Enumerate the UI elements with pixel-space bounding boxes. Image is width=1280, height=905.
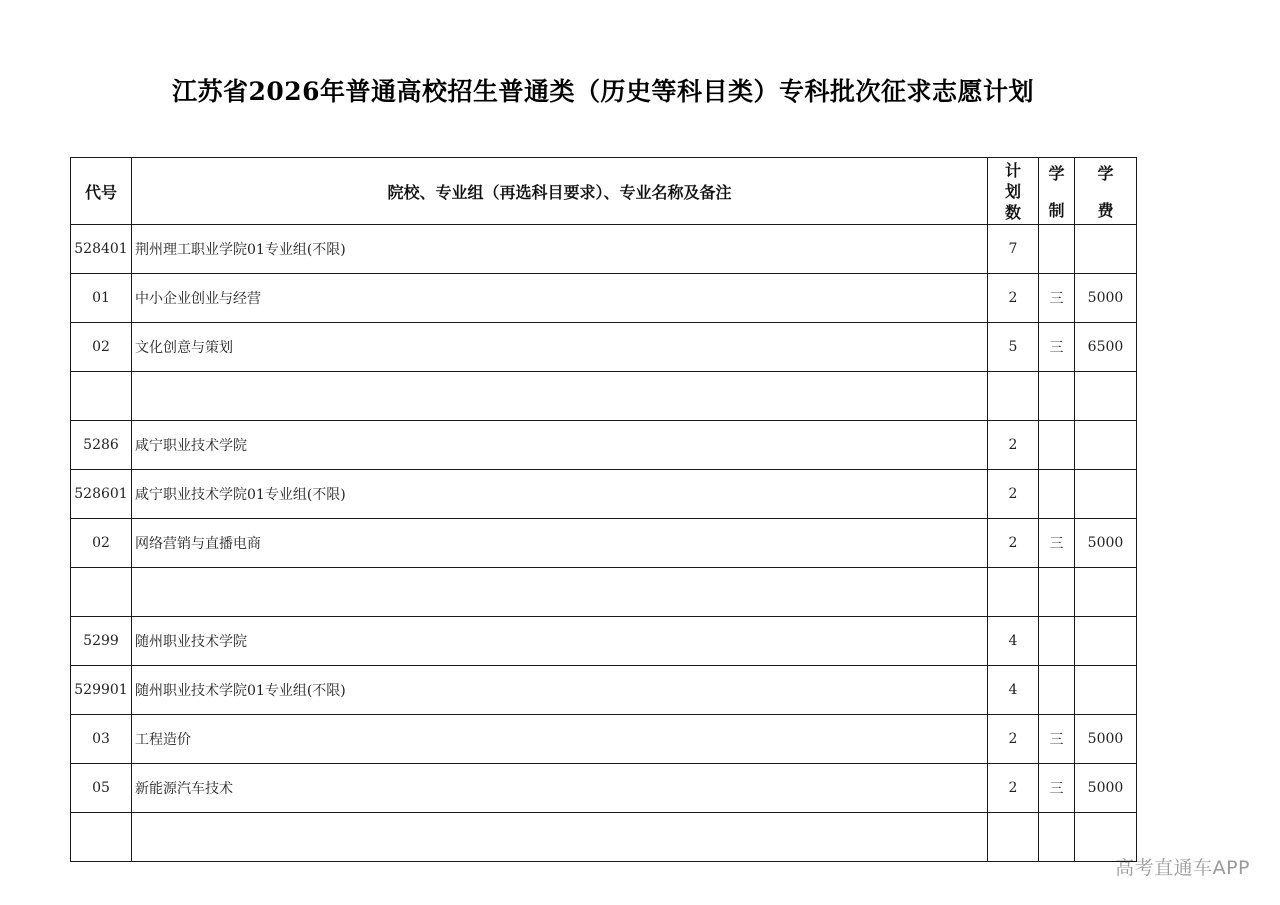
header-length <box>1039 158 1075 225</box>
cell-length <box>1039 372 1075 421</box>
cell-fee: 5000 <box>1075 519 1137 568</box>
cell-code: 01 <box>71 274 132 323</box>
table-row <box>71 421 1137 470</box>
cell-code: 528601 <box>71 470 132 519</box>
cell-plan <box>988 372 1039 421</box>
cell-fee: 5000 <box>1075 715 1137 764</box>
cell-code: 528401 <box>71 225 132 274</box>
header-code: 代号 <box>71 158 132 225</box>
watermark-text: 高考直通车APP <box>1115 857 1250 879</box>
cell-name: 新能源汽车技术 <box>132 764 988 813</box>
table-header-row <box>71 158 1137 225</box>
cell-code: 05 <box>71 764 132 813</box>
cell-name: 中小企业创业与经营 <box>132 274 988 323</box>
cell-length: 三 <box>1039 764 1075 813</box>
cell-plan <box>988 568 1039 617</box>
cell-code <box>71 568 132 617</box>
cell-length <box>1039 813 1075 862</box>
table-row <box>71 274 1137 323</box>
cell-length <box>1039 470 1075 519</box>
cell-fee <box>1075 666 1137 715</box>
table-row <box>71 225 1137 274</box>
cell-code: 02 <box>71 323 132 372</box>
cell-length <box>1039 421 1075 470</box>
cell-code: 5286 <box>71 421 132 470</box>
table-row <box>71 617 1137 666</box>
cell-code <box>71 813 132 862</box>
cell-name: 咸宁职业技术学院01专业组(不限) <box>132 470 988 519</box>
cell-name: 荆州理工职业学院01专业组(不限) <box>132 225 988 274</box>
cell-code: 5299 <box>71 617 132 666</box>
header-fee-char: 费 <box>1097 201 1114 220</box>
cell-length: 三 <box>1039 519 1075 568</box>
cell-code: 529901 <box>71 666 132 715</box>
cell-plan: 4 <box>988 666 1039 715</box>
table-row <box>71 372 1137 421</box>
table-row <box>71 813 1137 862</box>
cell-plan: 2 <box>988 519 1039 568</box>
cell-fee <box>1075 372 1137 421</box>
cell-length: 三 <box>1039 715 1075 764</box>
table-row <box>71 715 1137 764</box>
cell-plan: 7 <box>988 225 1039 274</box>
table-row <box>71 519 1137 568</box>
cell-length: 三 <box>1039 274 1075 323</box>
cell-fee <box>1075 470 1137 519</box>
cell-name <box>132 568 988 617</box>
cell-plan: 4 <box>988 617 1039 666</box>
cell-fee: 5000 <box>1075 274 1137 323</box>
cell-name: 工程造价 <box>132 715 988 764</box>
cell-name: 咸宁职业技术学院 <box>132 421 988 470</box>
cell-plan: 2 <box>988 764 1039 813</box>
cell-plan: 5 <box>988 323 1039 372</box>
cell-name <box>132 813 988 862</box>
cell-length <box>1039 568 1075 617</box>
cell-name: 文化创意与策划 <box>132 323 988 372</box>
cell-name: 随州职业技术学院 <box>132 617 988 666</box>
table-row <box>71 568 1137 617</box>
cell-name <box>132 372 988 421</box>
enrollment-plan-table <box>70 157 1137 862</box>
header-name: 院校、专业组（再选科目要求）、专业名称及备注 <box>132 158 988 225</box>
page-title: 江苏省2026年普通高校招生普通类（历史等科目类）专科批次征求志愿计划 <box>171 77 1035 106</box>
header-length-char: 制 <box>1048 201 1065 220</box>
cell-fee <box>1075 225 1137 274</box>
cell-fee: 6500 <box>1075 323 1137 372</box>
header-fee-char: 学 <box>1097 164 1114 183</box>
cell-plan: 2 <box>988 421 1039 470</box>
cell-plan: 2 <box>988 470 1039 519</box>
cell-plan <box>988 813 1039 862</box>
table-row <box>71 323 1137 372</box>
cell-length: 三 <box>1039 323 1075 372</box>
cell-name: 网络营销与直播电商 <box>132 519 988 568</box>
cell-code: 03 <box>71 715 132 764</box>
cell-plan: 2 <box>988 274 1039 323</box>
header-fee <box>1075 158 1137 225</box>
cell-code: 02 <box>71 519 132 568</box>
cell-fee <box>1075 421 1137 470</box>
header-length-char: 学 <box>1048 164 1065 183</box>
cell-length <box>1039 617 1075 666</box>
cell-length <box>1039 225 1075 274</box>
cell-fee <box>1075 617 1137 666</box>
header-plan-char: 数 <box>1004 202 1021 222</box>
header-plan <box>988 158 1039 225</box>
cell-plan: 2 <box>988 715 1039 764</box>
table-row <box>71 470 1137 519</box>
table-row <box>71 764 1137 813</box>
cell-code <box>71 372 132 421</box>
cell-length <box>1039 666 1075 715</box>
cell-name: 随州职业技术学院01专业组(不限) <box>132 666 988 715</box>
table-row <box>71 666 1137 715</box>
header-plan-char: 划 <box>1004 181 1021 201</box>
header-plan-char: 计 <box>1004 160 1021 180</box>
cell-fee <box>1075 568 1137 617</box>
cell-fee: 5000 <box>1075 764 1137 813</box>
